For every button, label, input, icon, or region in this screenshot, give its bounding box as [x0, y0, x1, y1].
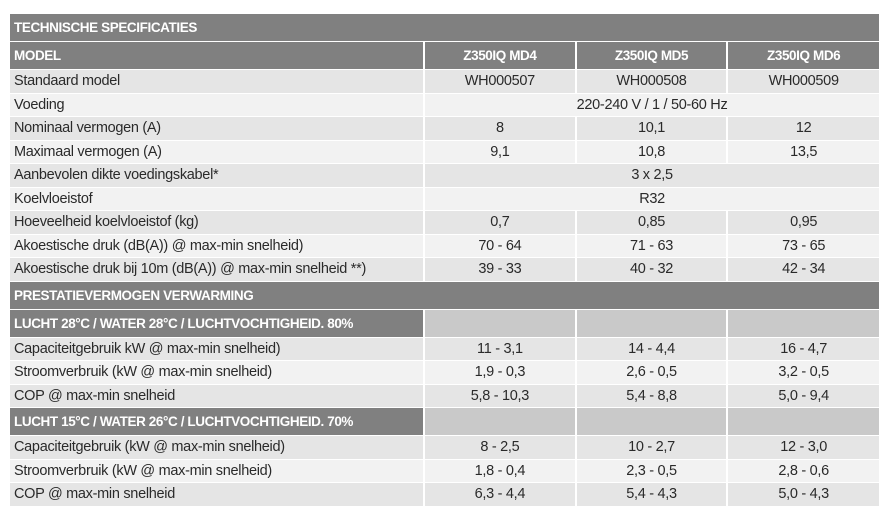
table-row [10, 70, 879, 94]
row-label: Hoeveelheid koelvloeistof (kg) [10, 211, 424, 235]
table-row [10, 187, 879, 211]
row-value-merged: 3 x 2,5 [424, 164, 879, 188]
row-value-merged: 220-240 V / 1 / 50-60 Hz [424, 93, 879, 117]
column-header-label: MODEL [10, 42, 424, 70]
table-row [10, 164, 879, 188]
row-value: WH000507 [424, 70, 576, 94]
table-row [10, 93, 879, 117]
condition-header-cell [727, 408, 879, 436]
row-value: 10,1 [576, 117, 728, 141]
row-value: 13,5 [727, 140, 879, 164]
row-label: Standaard model [10, 70, 424, 94]
row-value: 0,95 [727, 211, 879, 235]
row-label: Koelvloeistof [10, 187, 424, 211]
row-value: 71 - 63 [576, 234, 728, 258]
table-row [10, 436, 879, 460]
row-value: WH000509 [727, 70, 879, 94]
row-value: 8 [424, 117, 576, 141]
condition-header-cell [424, 309, 576, 337]
row-label: Stroomverbruik (kW @ max-min snelheid) [10, 459, 424, 483]
condition-header-cell [576, 309, 728, 337]
row-label: Capaciteitgebruik (kW @ max-min snelheid) [10, 436, 424, 460]
spec-sheet [10, 14, 879, 507]
row-value: 70 - 64 [424, 234, 576, 258]
row-label: Akoestische druk bij 10m (dB(A)) @ max-min snelheid **) [10, 258, 424, 282]
row-value: 10 - 2,7 [576, 436, 728, 460]
spec-table [10, 14, 879, 507]
table-row [10, 258, 879, 282]
row-value: 12 - 3,0 [727, 436, 879, 460]
row-value: 12 [727, 117, 879, 141]
row-label: Capaciteitgebruik kW @ max-min snelheid) [10, 337, 424, 361]
row-value: 10,8 [576, 140, 728, 164]
row-value: 14 - 4,4 [576, 337, 728, 361]
row-label: COP @ max-min snelheid [10, 384, 424, 408]
row-value: 73 - 65 [727, 234, 879, 258]
table-row [10, 361, 879, 385]
row-value: 42 - 34 [727, 258, 879, 282]
row-value: 5,4 - 4,3 [576, 483, 728, 507]
row-value: 2,8 - 0,6 [727, 459, 879, 483]
row-value: 2,3 - 0,5 [576, 459, 728, 483]
section-header [10, 281, 879, 309]
section-title: PRESTATIEVERMOGEN VERWARMING [10, 281, 879, 309]
row-value: WH000508 [576, 70, 728, 94]
row-value: 39 - 33 [424, 258, 576, 282]
condition-header-cell [727, 309, 879, 337]
row-value: 5,0 - 9,4 [727, 384, 879, 408]
table-row [10, 384, 879, 408]
condition-header [10, 408, 879, 436]
row-value: 6,3 - 4,4 [424, 483, 576, 507]
row-value: 5,0 - 4,3 [727, 483, 879, 507]
row-value: 8 - 2,5 [424, 436, 576, 460]
row-value: 40 - 32 [576, 258, 728, 282]
row-value: 16 - 4,7 [727, 337, 879, 361]
column-header-md5: Z350IQ MD5 [576, 42, 728, 70]
row-value-merged: R32 [424, 187, 879, 211]
row-label: Nominaal vermogen (A) [10, 117, 424, 141]
row-value: 9,1 [424, 140, 576, 164]
table-row [10, 483, 879, 507]
row-label: Aanbevolen dikte voedingskabel* [10, 164, 424, 188]
row-value: 1,8 - 0,4 [424, 459, 576, 483]
row-value: 5,4 - 8,8 [576, 384, 728, 408]
table-title: TECHNISCHE SPECIFICATIES [10, 14, 879, 42]
table-row [10, 234, 879, 258]
row-label: Akoestische druk (dB(A)) @ max-min snelheid) [10, 234, 424, 258]
row-value: 0,7 [424, 211, 576, 235]
table-row [10, 459, 879, 483]
row-label: Voeding [10, 93, 424, 117]
row-value: 2,6 - 0,5 [576, 361, 728, 385]
condition-title: LUCHT 15°C / WATER 26°C / LUCHTVOCHTIGHEID. 70% [10, 408, 424, 436]
row-value: 0,85 [576, 211, 728, 235]
condition-header [10, 309, 879, 337]
row-value: 11 - 3,1 [424, 337, 576, 361]
condition-header-cell [576, 408, 728, 436]
row-label: COP @ max-min snelheid [10, 483, 424, 507]
column-header-md6: Z350IQ MD6 [727, 42, 879, 70]
table-row [10, 140, 879, 164]
condition-header-cell [424, 408, 576, 436]
condition-title: LUCHT 28°C / WATER 28°C / LUCHTVOCHTIGHEID. 80% [10, 309, 424, 337]
row-label: Stroomverbruik (kW @ max-min snelheid) [10, 361, 424, 385]
table-row [10, 337, 879, 361]
column-header-md4: Z350IQ MD4 [424, 42, 576, 70]
row-value: 5,8 - 10,3 [424, 384, 576, 408]
table-row [10, 211, 879, 235]
row-label: Maximaal vermogen (A) [10, 140, 424, 164]
row-value: 1,9 - 0,3 [424, 361, 576, 385]
row-value: 3,2 - 0,5 [727, 361, 879, 385]
table-row [10, 117, 879, 141]
